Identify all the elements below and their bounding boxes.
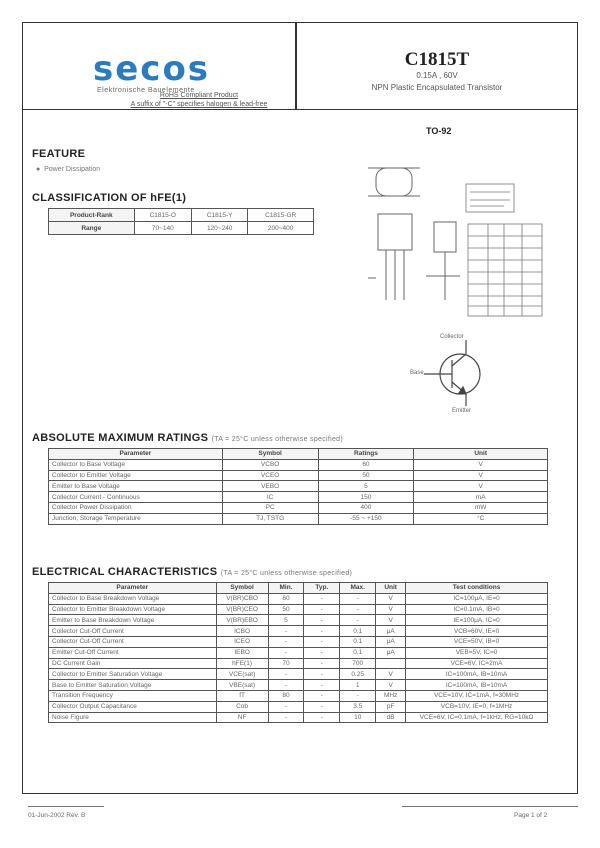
- table-cell: Collector Output Capacitance: [49, 701, 217, 712]
- table-row: [49, 593, 548, 604]
- table-row: [49, 690, 548, 701]
- table-cell: IC=100mA, IB=10mA: [406, 680, 548, 691]
- table-cell: VEB=5V, IC=0: [406, 647, 548, 658]
- table-row: [49, 680, 548, 691]
- table-cell: 80: [268, 690, 304, 701]
- table-cell: 0.1: [340, 636, 376, 647]
- table-cell: mA: [414, 492, 548, 503]
- table-cell: -: [304, 647, 340, 658]
- table-cell: Emitter to Base Breakdown Voltage: [49, 615, 217, 626]
- table-row: [49, 615, 548, 626]
- table-cell: -: [268, 701, 304, 712]
- table-cell: V(BR)EBO: [216, 615, 268, 626]
- halogen-line: A suffix of "-C" specifies halogen & lead-free: [130, 101, 268, 108]
- table-cell: V: [376, 669, 406, 680]
- table-cell: VCBO: [222, 459, 318, 470]
- table-cell: VCB=10V, IE=0, f=1MHz: [406, 701, 548, 712]
- table-cell: Collector to Emitter Saturation Voltage: [49, 669, 217, 680]
- table-row: [49, 470, 548, 481]
- table-cell: V: [376, 680, 406, 691]
- table-cell: pF: [376, 701, 406, 712]
- table-cell: -: [340, 690, 376, 701]
- table-cell: VCE=10V, IC=1mA, f=30MHz: [406, 690, 548, 701]
- electrical-title: [32, 566, 352, 578]
- table-cell: V: [414, 470, 548, 481]
- table-cell: -: [304, 604, 340, 615]
- table-cell: 700: [340, 658, 376, 669]
- table-cell: Collector Power Dissipation: [49, 502, 223, 513]
- electrical-heading: ELECTRICAL CHARACTERISTICS: [32, 566, 218, 578]
- table-row: [49, 712, 548, 723]
- table-cell: V(BR)CEO: [216, 604, 268, 615]
- column-header: Ratings: [318, 449, 414, 460]
- table-cell: -: [268, 669, 304, 680]
- table-cell: Collector Cut-Off Current: [49, 636, 217, 647]
- table-row: [49, 647, 548, 658]
- table-cell: Collector to Emitter Voltage: [49, 470, 223, 481]
- table-cell: -: [340, 615, 376, 626]
- table-cell: NF: [216, 712, 268, 723]
- table-cell: Base to Emitter Saturation Voltage: [49, 680, 217, 691]
- table-cell: 120~240: [192, 222, 248, 235]
- table-cell: V: [376, 615, 406, 626]
- part-number: C1815T: [404, 49, 470, 70]
- table-cell: VCEO: [222, 470, 318, 481]
- dimension-table-icon: [466, 184, 542, 316]
- table-cell: IC=0.1mA, IB=0: [406, 604, 548, 615]
- column-header: Parameter: [49, 449, 223, 460]
- emitter-label: Emitter: [452, 408, 472, 414]
- table-row: [49, 669, 548, 680]
- absolute-ratings-title: [32, 432, 343, 444]
- table-cell: Noise Figure: [49, 712, 217, 723]
- table-cell: -: [268, 647, 304, 658]
- table-row: [49, 604, 548, 615]
- table-cell: 70~140: [134, 222, 192, 235]
- table-cell: 5: [318, 481, 414, 492]
- base-label: Base: [410, 370, 424, 376]
- footer-rule-left: [28, 806, 104, 807]
- table-cell: -: [268, 712, 304, 723]
- table-header-row: [49, 583, 548, 594]
- table-row: [49, 701, 548, 712]
- table-cell: VCE(sat): [216, 669, 268, 680]
- table-row: [49, 209, 314, 222]
- table-cell: 200~400: [248, 222, 314, 235]
- rohs-line: RoHS Compliant Product: [159, 92, 239, 99]
- table-cell: 400: [318, 502, 414, 513]
- table-cell: IC: [222, 492, 318, 503]
- table-cell: 0.25: [340, 669, 376, 680]
- absolute-ratings-body: [49, 459, 548, 524]
- table-cell: ICBO: [216, 626, 268, 637]
- classification-table: [48, 208, 314, 235]
- table-cell: Transition Frequency: [49, 690, 217, 701]
- table-cell: VCB=60V, IE=0: [406, 626, 548, 637]
- classification-title: CLASSIFICATION OF hFE(1): [32, 192, 187, 204]
- column-header: Symbol: [222, 449, 318, 460]
- table-row: [49, 626, 548, 637]
- row-label: Range: [49, 222, 135, 235]
- collector-label: Collector: [440, 334, 464, 340]
- table-cell: μA: [376, 626, 406, 637]
- table-cell: C1815-O: [134, 209, 192, 222]
- column-header: Symbol: [216, 583, 268, 594]
- table-cell: C1815-Y: [192, 209, 248, 222]
- table-cell: 3.5: [340, 701, 376, 712]
- table-cell: MHz: [376, 690, 406, 701]
- table-row: [49, 481, 548, 492]
- table-cell: IC=100mA, IB=10mA: [406, 669, 548, 680]
- table-cell: 10: [340, 712, 376, 723]
- table-cell: V(BR)CBO: [216, 593, 268, 604]
- footer-rule-right: [402, 806, 578, 807]
- logo-tagline: Elektronische Bauelemente: [97, 87, 195, 94]
- table-cell: VBE(sat): [216, 680, 268, 691]
- table-cell: Collector Cut-Off Current: [49, 626, 217, 637]
- table-cell: -: [304, 615, 340, 626]
- table-cell: IE=100μA, IC=0: [406, 615, 548, 626]
- table-cell: mW: [414, 502, 548, 513]
- table-cell: VCE=50V, IB=0: [406, 636, 548, 647]
- table-cell: DC Current Gain: [49, 658, 217, 669]
- table-cell: V: [376, 604, 406, 615]
- table-cell: -: [304, 626, 340, 637]
- table-cell: Junction, Storage Temperature: [49, 513, 223, 524]
- table-cell: ICEO: [216, 636, 268, 647]
- table-cell: 50: [268, 604, 304, 615]
- table-cell: Emitter to Base Voltage: [49, 481, 223, 492]
- table-cell: μA: [376, 636, 406, 647]
- table-cell: Collector to Base Voltage: [49, 459, 223, 470]
- table-row: [49, 459, 548, 470]
- column-header: Test conditions: [406, 583, 548, 594]
- table-cell: -: [268, 626, 304, 637]
- table-cell: -: [304, 593, 340, 604]
- table-cell: hFE(1): [216, 658, 268, 669]
- npn-symbol-icon: [424, 340, 480, 406]
- column-header: Unit: [414, 449, 548, 460]
- row-label: Product-Rank: [49, 209, 135, 222]
- table-cell: 150: [318, 492, 414, 503]
- table-cell: 0.1: [340, 626, 376, 637]
- package-drawing: [364, 148, 548, 418]
- part-description: NPN Plastic Encapsulated Transistor: [371, 83, 503, 92]
- table-cell: -: [304, 658, 340, 669]
- electrical-table: [48, 582, 548, 723]
- table-cell: μA: [376, 647, 406, 658]
- table-cell: Collector to Base Breakdown Voltage: [49, 593, 217, 604]
- feature-title: FEATURE: [32, 148, 86, 160]
- electrical-body: [49, 593, 548, 723]
- table-cell: 60: [318, 459, 414, 470]
- table-cell: TJ, TSTG: [222, 513, 318, 524]
- column-header: Min.: [268, 583, 304, 594]
- table-row: [49, 513, 548, 524]
- table-cell: dB: [376, 712, 406, 723]
- logo-text: secos: [93, 49, 211, 89]
- table-cell: Cob: [216, 701, 268, 712]
- table-cell: IC=100μA, IE=0: [406, 593, 548, 604]
- table-cell: -: [304, 701, 340, 712]
- absolute-ratings-heading: ABSOLUTE MAXIMUM RATINGS: [32, 432, 209, 444]
- table-cell: 0.1: [340, 647, 376, 658]
- feature-item-text: Power Dissipation: [44, 166, 101, 173]
- table-cell: C1815-GR: [248, 209, 314, 222]
- table-cell: Collector to Emitter Breakdown Voltage: [49, 604, 217, 615]
- table-cell: -: [340, 593, 376, 604]
- table-cell: -: [304, 712, 340, 723]
- part-spec: 0.15A , 60V: [416, 71, 458, 80]
- company-logo: [93, 49, 210, 89]
- electrical-condition: (TA = 25°C unless otherwise specified): [220, 570, 353, 577]
- table-cell: VCE=6V, IC=2mA: [406, 658, 548, 669]
- footer-page: Page 1 of 2: [514, 812, 548, 819]
- table-row: [49, 502, 548, 513]
- table-cell: V: [414, 459, 548, 470]
- table-cell: -: [304, 680, 340, 691]
- table-cell: 50: [318, 470, 414, 481]
- table-cell: °C: [414, 513, 548, 524]
- table-cell: V: [376, 593, 406, 604]
- column-header: Typ.: [304, 583, 340, 594]
- table-cell: -: [304, 636, 340, 647]
- table-row: [49, 636, 548, 647]
- footer-date: 01-Jun-2002 Rev. B: [28, 812, 86, 819]
- column-header: Parameter: [49, 583, 217, 594]
- absolute-condition: (TA = 25°C unless otherwise specified): [211, 436, 343, 443]
- table-row: [49, 492, 548, 503]
- table-cell: 5: [268, 615, 304, 626]
- table-cell: -: [304, 690, 340, 701]
- table-row: [49, 222, 314, 235]
- table-cell: Collector Current - Continuous: [49, 492, 223, 503]
- table-cell: -: [304, 669, 340, 680]
- table-cell: fT: [216, 690, 268, 701]
- feature-item: ● Power Dissipation: [36, 166, 101, 173]
- table-cell: Emitter Cut-Off Current: [49, 647, 217, 658]
- absolute-ratings-table: [48, 448, 548, 525]
- table-cell: 70: [268, 658, 304, 669]
- table-cell: IEBO: [216, 647, 268, 658]
- table-cell: -: [268, 636, 304, 647]
- table-cell: 1: [340, 680, 376, 691]
- column-header: Unit: [376, 583, 406, 594]
- table-cell: -: [340, 604, 376, 615]
- table-row: [49, 658, 548, 669]
- table-cell: 60: [268, 593, 304, 604]
- package-label: TO-92: [426, 126, 452, 136]
- table-cell: PC: [222, 502, 318, 513]
- table-cell: -: [268, 680, 304, 691]
- table-header-row: [49, 449, 548, 460]
- table-cell: V: [414, 481, 548, 492]
- table-cell: VCE=6V, IC=0.1mA, f=1kHz, RG=10kΩ: [406, 712, 548, 723]
- column-header: Max.: [340, 583, 376, 594]
- table-cell: -55 ~ +150: [318, 513, 414, 524]
- table-cell: [376, 658, 406, 669]
- to92-outline-icon: [368, 168, 460, 300]
- table-cell: VEBO: [222, 481, 318, 492]
